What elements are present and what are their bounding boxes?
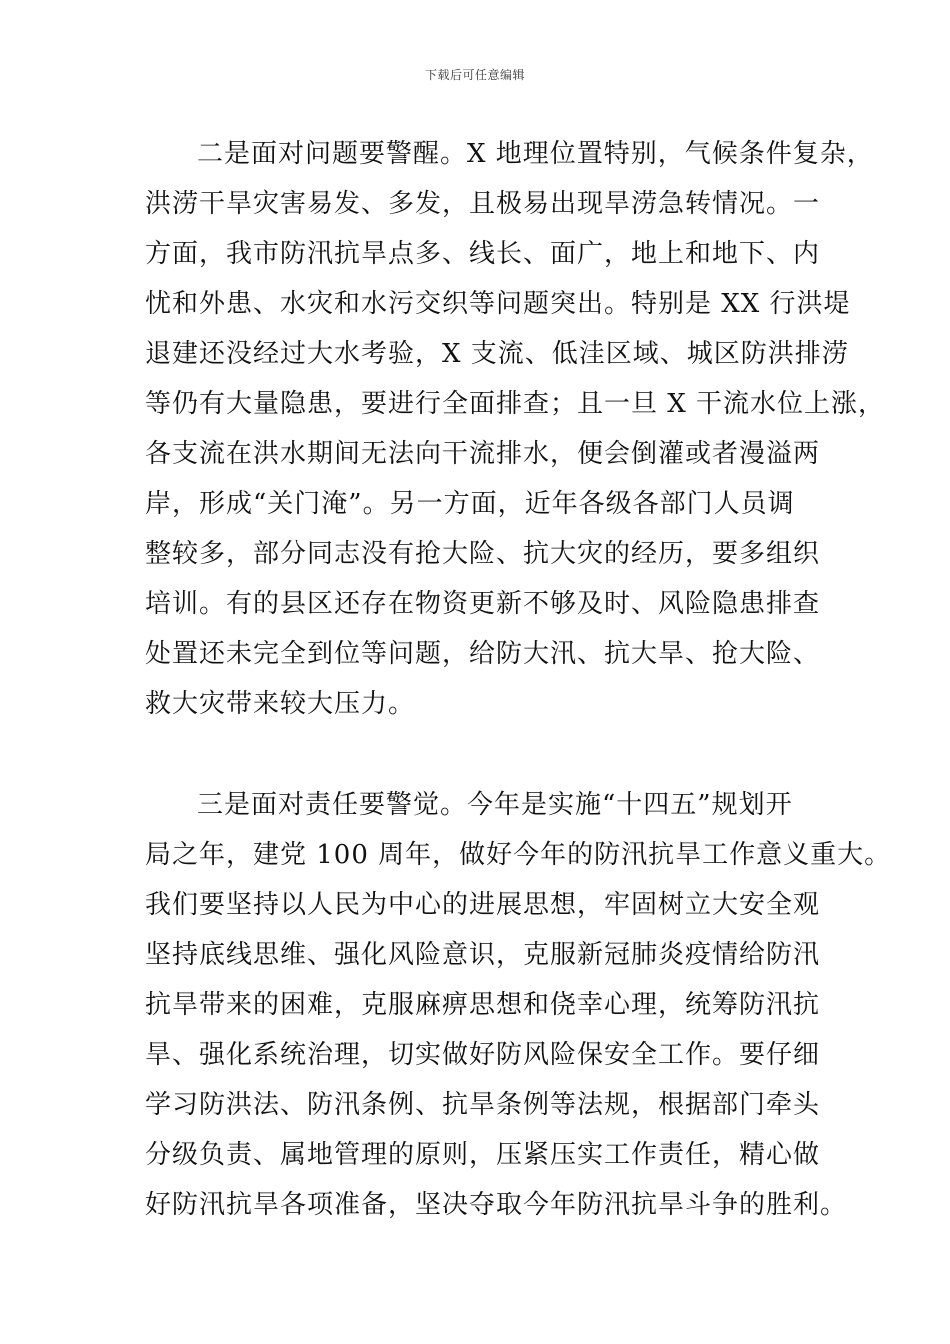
paragraph-line: 等仍有大量隐患，要进行全面排查；且一旦 X 干流水位上涨， bbox=[145, 389, 886, 419]
paragraph-line: 岸，形成“关门淹”。另一方面，近年各级各部门人员调 bbox=[145, 489, 795, 519]
paragraph-line: 好防汛抗旱各项准备，坚决夺取今年防汛抗旱斗争的胜利。 bbox=[145, 1190, 848, 1220]
paragraph-line: 学习防洪法、防汛条例、抗旱条例等法规，根据部门牵头 bbox=[145, 1090, 821, 1120]
paragraph-line: 救大灾带来较大压力。 bbox=[145, 689, 416, 719]
paragraph-line: 培训。有的县区还存在物资更新不够及时、风险隐患排查 bbox=[145, 589, 821, 619]
page-header: 下载后可任意编辑 bbox=[424, 68, 525, 82]
paragraph-line: 洪涝干旱灾害易发、多发，且极易出现旱涝急转情况。一 bbox=[145, 189, 821, 219]
paragraph-line: 退建还没经过大水考验，X 支流、低洼区域、城区防洪排涝 bbox=[145, 339, 849, 369]
paragraph-line: 我们要坚持以人民为中心的进展思想，牢固树立大安全观 bbox=[145, 890, 821, 920]
paragraph-line: 各支流在洪水期间无法向干流排水，便会倒灌或者漫溢两 bbox=[145, 439, 821, 469]
paragraph-line: 处置还未完全到位等问题，给防大汛、抗大旱、抢大险、 bbox=[145, 639, 821, 669]
paragraph-line: 三是面对责任要警觉。今年是实施“十四五”规划开 bbox=[197, 790, 793, 820]
paragraph-line: 旱、强化系统治理，切实做好防风险保安全工作。要仔细 bbox=[145, 1040, 821, 1070]
paragraph-line: 二是面对问题要警醒。X 地理位置特别，气候条件复杂， bbox=[197, 139, 874, 169]
paragraph-line: 整较多，部分同志没有抢大险、抗大灾的经历，要多组织 bbox=[145, 539, 821, 569]
paragraph-line: 局之年，建党 100 周年，做好今年的防汛抗旱工作意义重大。 bbox=[145, 840, 892, 870]
paragraph-line: 坚持底线思维、强化风险意识，克服新冠肺炎疫情给防汛 bbox=[145, 940, 821, 970]
paragraph-line: 抗旱带来的困难，克服麻痹思想和侥幸心理，统筹防汛抗 bbox=[145, 990, 821, 1020]
paragraph-line: 分级负责、属地管理的原则，压紧压实工作责任，精心做 bbox=[145, 1140, 821, 1170]
paragraph-line: 方面，我市防汛抗旱点多、线长、面广，地上和地下、内 bbox=[145, 239, 821, 269]
paragraph-line: 忧和外患、水灾和水污交织等问题突出。特别是 XX 行洪堤 bbox=[145, 289, 851, 319]
